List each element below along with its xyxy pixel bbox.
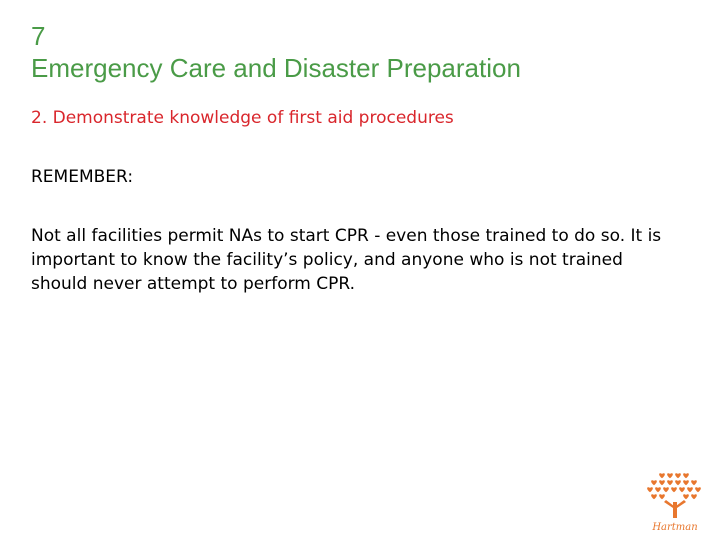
learning-objective: 2. Demonstrate knowledge of first aid procedures <box>31 108 454 128</box>
logo-wordmark: Hartman <box>652 522 698 533</box>
logo-heart <box>663 487 669 492</box>
remember-label: REMEMBER: <box>31 167 134 187</box>
hartman-logo <box>640 458 710 534</box>
logo-heart <box>683 473 689 478</box>
logo-heart <box>655 487 661 492</box>
logo-heart <box>675 473 681 478</box>
heart-tree-icon <box>640 458 710 534</box>
logo-heart <box>695 487 701 492</box>
logo-heart <box>659 480 665 485</box>
logo-heart <box>679 487 685 492</box>
logo-heart <box>691 480 697 485</box>
logo-heart <box>691 494 697 499</box>
chapter-number: 7 <box>31 21 46 51</box>
logo-heart <box>659 473 665 478</box>
logo-heart <box>683 494 689 499</box>
logo-heart <box>683 480 689 485</box>
chapter-title: Emergency Care and Disaster Preparation <box>31 53 521 83</box>
logo-heart <box>687 487 693 492</box>
logo-heart <box>659 494 665 499</box>
logo-heart <box>667 480 673 485</box>
body-paragraph: Not all facilities permit NAs to start CPR - even those trained to do so. It is important to know the facility’s policy, and anyone who is not trained should never attempt to perform CPR. <box>31 226 662 294</box>
logo-heart <box>667 473 673 478</box>
logo-heart <box>651 494 657 499</box>
slide-title <box>31 20 521 84</box>
logo-heart <box>647 487 653 492</box>
logo-heart <box>651 480 657 485</box>
logo-heart <box>671 487 677 492</box>
logo-heart <box>675 480 681 485</box>
